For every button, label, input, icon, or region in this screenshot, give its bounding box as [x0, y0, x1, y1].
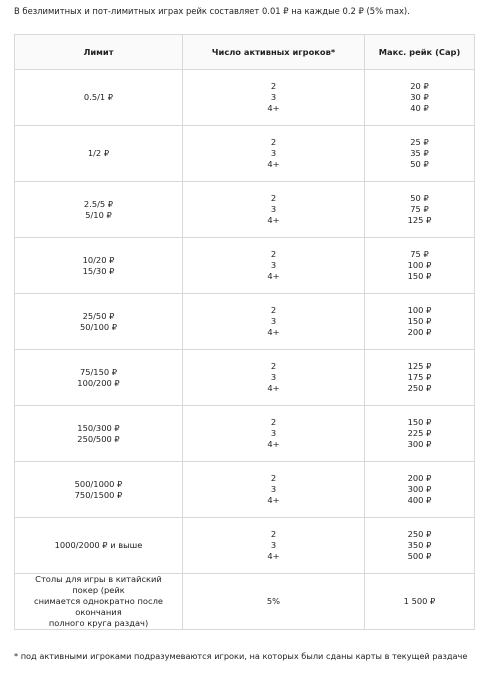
- cap-line: 400 ₽: [407, 495, 432, 505]
- cap-cell: [365, 350, 475, 406]
- players-line: 3: [270, 372, 277, 382]
- limit-cell: [15, 238, 183, 294]
- limit-line: 50/100 ₽: [79, 321, 118, 332]
- cap-line: 50 ₽: [410, 159, 429, 169]
- cap-cell: [365, 406, 475, 462]
- limit-line: 2.5/5 ₽: [83, 198, 114, 209]
- table-row: [15, 350, 475, 406]
- players-line: 2: [270, 81, 277, 91]
- table-row: [15, 70, 475, 126]
- cap-line: 150 ₽: [407, 417, 432, 427]
- limit-line: 250/500 ₽: [77, 433, 120, 444]
- players-line: 3: [270, 260, 277, 270]
- players-line: 2: [270, 417, 277, 427]
- players-cell: [183, 70, 365, 126]
- limit-cell: [15, 406, 183, 462]
- limit-cell: [15, 70, 183, 126]
- players-line: 4+: [267, 439, 280, 449]
- limit-line: 0.5/1 ₽: [83, 92, 114, 102]
- table-row: [15, 294, 475, 350]
- players-line: 4+: [267, 495, 280, 505]
- cap-cell: [365, 70, 475, 126]
- cap-line: 150 ₽: [407, 271, 432, 281]
- players-cell: [183, 462, 365, 518]
- players-line: 4+: [267, 551, 280, 561]
- cap-line: 125 ₽: [407, 361, 432, 371]
- cap-line: 500 ₽: [407, 551, 432, 561]
- players-line: 4+: [267, 103, 280, 113]
- players-line: 3: [270, 484, 277, 494]
- limit-cell: [15, 462, 183, 518]
- players-cell: [183, 406, 365, 462]
- players-line: 4+: [267, 159, 280, 169]
- cap-line: 200 ₽: [407, 473, 432, 483]
- players-cell: [183, 182, 365, 238]
- players-line: 4+: [267, 215, 280, 225]
- cap-line: 50 ₽: [410, 193, 429, 203]
- limit-line: 150/300 ₽: [77, 422, 120, 433]
- players-line: 2: [270, 137, 277, 147]
- table-row: [15, 518, 475, 574]
- cap-line: 30 ₽: [410, 92, 429, 102]
- cap-line: 75 ₽: [410, 249, 429, 259]
- cap-line: 250 ₽: [407, 383, 432, 393]
- limit-line: полного круга раздач): [48, 618, 149, 628]
- header-active-players: Число активных игроков*: [183, 35, 365, 70]
- intro-text: В безлимитных и пот-лимитных играх рейк составляет 0.01 ₽ на каждые 0.2 ₽ (5% max).: [14, 6, 410, 16]
- players-line: 3: [270, 428, 277, 438]
- players-line: 3: [270, 540, 277, 550]
- table-row: [15, 574, 475, 630]
- players-line: 4+: [267, 383, 280, 393]
- cap-line: 225 ₽: [407, 428, 432, 438]
- cap-line: 300 ₽: [407, 439, 432, 449]
- cap-line: 125 ₽: [407, 215, 432, 225]
- table-row: [15, 182, 475, 238]
- players-line: 2: [270, 361, 277, 371]
- limit-cell: [15, 518, 183, 574]
- footnote: * под активными игроками подразумеваются игроки, на которых были сданы карты в текущей раздаче: [14, 651, 468, 661]
- table-row: [15, 126, 475, 182]
- players-line: 3: [270, 204, 277, 214]
- limit-line: 500/1000 ₽: [74, 478, 123, 489]
- cap-line: 100 ₽: [407, 260, 432, 270]
- limit-line: 15/30 ₽: [82, 265, 115, 276]
- limit-line: 1/2 ₽: [87, 148, 110, 158]
- limit-line: 750/1500 ₽: [74, 489, 123, 500]
- players-cell: [183, 574, 365, 630]
- limit-line: 25/50 ₽: [82, 310, 115, 321]
- header-max-rake: Макс. рейк (Cap): [365, 35, 475, 70]
- rake-table: [14, 34, 475, 630]
- cap-line: 35 ₽: [410, 148, 429, 158]
- players-line: 2: [270, 193, 277, 203]
- cap-line: 175 ₽: [407, 372, 432, 382]
- players-line: 4+: [267, 271, 280, 281]
- players-line: 2: [270, 249, 277, 259]
- players-line: 5%: [266, 596, 281, 606]
- players-line: 2: [270, 473, 277, 483]
- cap-line: 75 ₽: [410, 204, 429, 214]
- players-line: 4+: [267, 327, 280, 337]
- limit-cell: [15, 574, 183, 630]
- cap-cell: [365, 574, 475, 630]
- limit-line: Столы для игры в китайский покер (рейк: [35, 574, 162, 595]
- cap-line: 350 ₽: [407, 540, 432, 550]
- cap-cell: [365, 518, 475, 574]
- cap-line: 100 ₽: [407, 305, 432, 315]
- cap-cell: [365, 462, 475, 518]
- cap-cell: [365, 126, 475, 182]
- limit-line: 100/200 ₽: [77, 377, 120, 388]
- players-line: 3: [270, 148, 277, 158]
- cap-line: 150 ₽: [407, 316, 432, 326]
- players-line: 2: [270, 305, 277, 315]
- players-cell: [183, 294, 365, 350]
- cap-line: 300 ₽: [407, 484, 432, 494]
- cap-line: 20 ₽: [410, 81, 429, 91]
- cap-line: 40 ₽: [410, 103, 429, 113]
- limit-cell: [15, 294, 183, 350]
- players-line: 3: [270, 316, 277, 326]
- table-row: [15, 238, 475, 294]
- cap-line: 200 ₽: [407, 327, 432, 337]
- limit-line: снимается однократно после окончания: [34, 596, 163, 617]
- table-row: [15, 406, 475, 462]
- cap-cell: [365, 182, 475, 238]
- players-cell: [183, 126, 365, 182]
- players-line: 2: [270, 529, 277, 539]
- cap-line: 250 ₽: [407, 529, 432, 539]
- cap-line: 1 500 ₽: [403, 596, 436, 606]
- header-limit: Лимит: [15, 35, 183, 70]
- limit-cell: [15, 350, 183, 406]
- limit-line: 1000/2000 ₽ и выше: [54, 540, 143, 550]
- limit-line: 5/10 ₽: [85, 209, 112, 220]
- cap-line: 25 ₽: [410, 137, 429, 147]
- table-header-row: [15, 35, 475, 70]
- limit-line: 10/20 ₽: [82, 254, 115, 265]
- players-line: 3: [270, 92, 277, 102]
- limit-cell: [15, 126, 183, 182]
- cap-cell: [365, 238, 475, 294]
- players-cell: [183, 518, 365, 574]
- limit-cell: [15, 182, 183, 238]
- table-row: [15, 462, 475, 518]
- cap-cell: [365, 294, 475, 350]
- limit-line: 75/150 ₽: [79, 366, 118, 377]
- players-cell: [183, 238, 365, 294]
- players-cell: [183, 350, 365, 406]
